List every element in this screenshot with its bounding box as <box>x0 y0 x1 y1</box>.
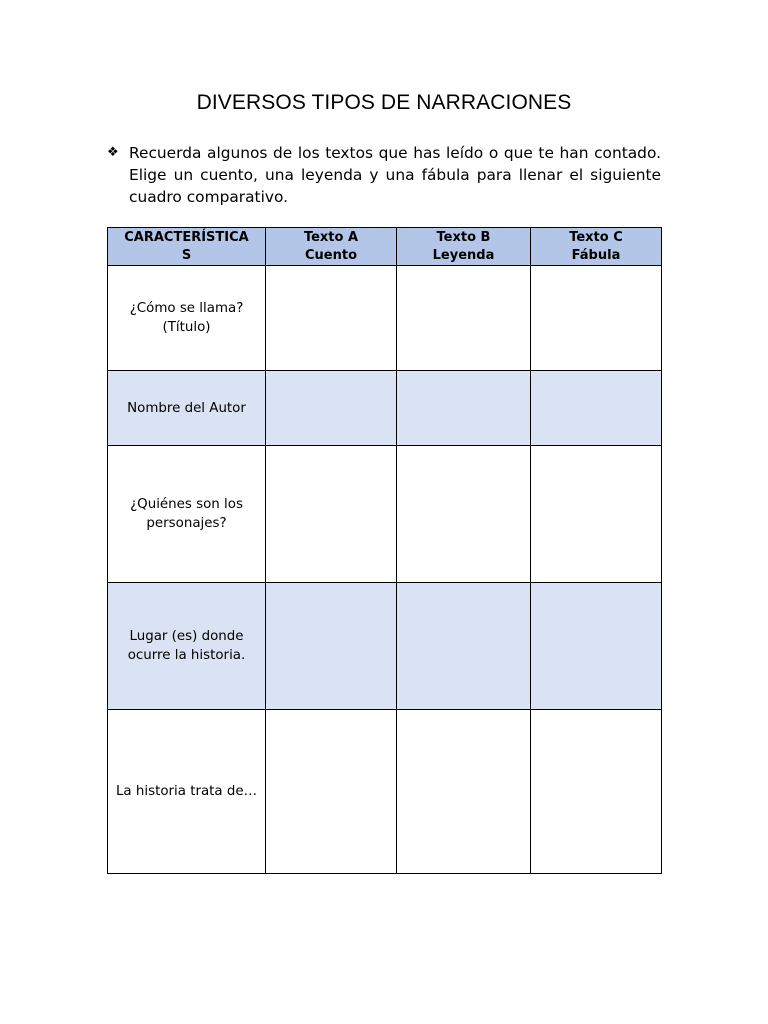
answer-cell-leyenda[interactable] <box>397 266 531 371</box>
label-line: ¿Cómo se llama? <box>129 301 244 316</box>
answer-cell-fabula[interactable] <box>531 446 662 583</box>
table-row <box>108 371 662 446</box>
answer-cell-leyenda[interactable] <box>397 446 531 583</box>
header-line: Texto A <box>303 229 359 245</box>
header-line: CARACTERÍSTICA <box>124 229 249 245</box>
row-label-personajes <box>108 446 266 583</box>
comparison-table <box>107 227 662 874</box>
answer-cell-cuento[interactable] <box>266 371 397 446</box>
header-texto-a <box>266 228 397 266</box>
instruction-paragraph <box>107 142 661 208</box>
header-line: Texto B <box>436 229 491 245</box>
instruction-text: Recuerda algunos de los textos que has leído o que te han contado. Elige un cuento, una leyenda y una fábula para llenar el siguiente cuadro comparativo. <box>129 144 661 206</box>
answer-cell-cuento[interactable] <box>266 266 397 371</box>
row-label-trama <box>108 710 266 874</box>
label-line: (Título) <box>162 320 211 335</box>
label-line: ocurre la historia. <box>127 648 246 663</box>
row-label-lugar <box>108 583 266 710</box>
answer-cell-leyenda[interactable] <box>397 371 531 446</box>
page-title: DIVERSOS TIPOS DE NARRACIONES <box>196 91 572 114</box>
header-line: Leyenda <box>432 247 495 263</box>
table-row <box>108 266 662 371</box>
answer-cell-fabula[interactable] <box>531 266 662 371</box>
answer-cell-cuento[interactable] <box>266 583 397 710</box>
header-line: Texto C <box>569 229 623 245</box>
header-line: Fábula <box>571 247 621 263</box>
label-line: Nombre del Autor <box>127 400 246 416</box>
answer-cell-fabula[interactable] <box>531 710 662 874</box>
answer-cell-fabula[interactable] <box>531 371 662 446</box>
answer-cell-leyenda[interactable] <box>397 710 531 874</box>
answer-cell-cuento[interactable] <box>266 710 397 874</box>
answer-cell-fabula[interactable] <box>531 583 662 710</box>
table-row <box>108 583 662 710</box>
table-header-row <box>108 228 662 266</box>
label-line: La historia trata de… <box>115 784 258 799</box>
label-line: ¿Quiénes son los <box>130 497 243 512</box>
header-line: S <box>181 247 192 263</box>
label-line: Lugar (es) donde <box>129 629 244 644</box>
row-label-autor <box>108 371 266 446</box>
header-caracteristicas <box>108 228 266 266</box>
header-texto-b <box>397 228 531 266</box>
table-row <box>108 446 662 583</box>
diamond-bullet-icon: ❖ <box>107 145 119 160</box>
header-line: Cuento <box>304 247 357 263</box>
answer-cell-leyenda[interactable] <box>397 583 531 710</box>
row-label-titulo <box>108 266 266 371</box>
label-line: personajes? <box>146 516 227 531</box>
table-row <box>108 710 662 874</box>
header-texto-c <box>531 228 662 266</box>
answer-cell-cuento[interactable] <box>266 446 397 583</box>
